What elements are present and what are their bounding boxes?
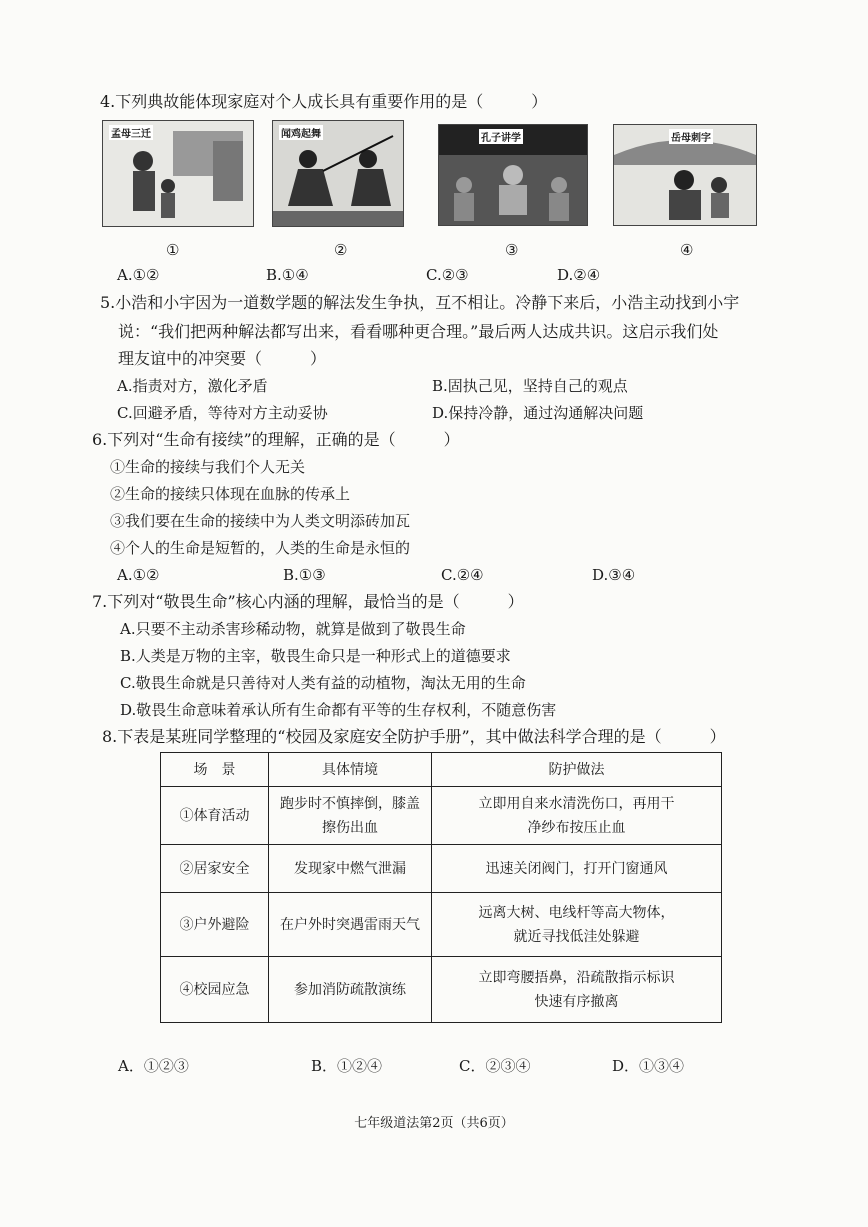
q4-option-c: C.②③ — [426, 266, 469, 284]
scene-cell: ①体育活动 — [161, 787, 269, 845]
picture-number: ① — [166, 241, 180, 259]
cell-line: 迅速关闭阀门，打开门窗通风 — [485, 860, 668, 877]
cell-line: 就近寻找低洼处躲避 — [513, 928, 640, 945]
picture-caption: 岳母刺字 — [669, 129, 713, 144]
table-row — [161, 787, 722, 845]
q6-option-d: D.③④ — [592, 566, 636, 584]
q6-option-c: C.②④ — [441, 566, 484, 584]
picture-kongzi — [438, 124, 588, 226]
q8-option-c: C．②③④ — [459, 1057, 531, 1075]
q7-option-d: D.敬畏生命意味着承认所有生命都有平等的生存权利，不随意伤害 — [120, 701, 557, 719]
q6-item: ①生命的接续与我们个人无关 — [110, 458, 306, 476]
table-header-row — [161, 753, 722, 787]
q6-option-a: A.①② — [117, 566, 160, 584]
q5-line2: 说：“我们把两种解法都写出来，看看哪种更合理。”最后两人达成共识。这启示我们处 — [118, 322, 719, 341]
practice-cell — [432, 845, 722, 893]
q6-item: ③我们要在生命的接续中为人类文明添砖加瓦 — [110, 512, 411, 530]
cell-line: 立即弯腰捂鼻，沿疏散指示标识 — [478, 969, 675, 986]
q6-option-b: B.①③ — [283, 566, 326, 584]
cell-line: 立即用自来水清洗伤口，再用干 — [478, 795, 675, 812]
cell-line: 跑步时不慎摔倒，膝盖 — [280, 795, 420, 812]
q5-line1: 5.小浩和小宇因为一道数学题的解法发生争执，互不相让。冷静下来后，小浩主动找到小宇 — [100, 293, 740, 312]
q4-option-d: D.②④ — [557, 266, 601, 284]
q6-item: ②生命的接续只体现在血脉的传承上 — [110, 485, 351, 503]
column-header: 防护做法 — [432, 753, 722, 787]
picture-number: ④ — [680, 241, 694, 259]
table-row — [161, 893, 722, 957]
picture-yue-mu — [613, 124, 757, 226]
q4-stem: 4.下列典故能体现家庭对个人成长具有重要作用的是（ ） — [100, 92, 548, 111]
picture-number: ② — [334, 241, 348, 259]
q7-stem: 7.下列对“敬畏生命”核心内涵的理解，最恰当的是（ ） — [92, 592, 524, 611]
q8-option-a: A．①②③ — [118, 1057, 189, 1075]
q8-stem: 8.下表是某班同学整理的“校园及家庭安全防护手册”，其中做法科学合理的是（ ） — [102, 727, 726, 746]
cell-line: 参加消防疏散演练 — [294, 981, 406, 998]
scene-cell: ②居家安全 — [161, 845, 269, 893]
practice-cell — [432, 957, 722, 1023]
column-header: 场 景 — [161, 753, 269, 787]
q5-line3: 理友谊中的冲突要（ ） — [118, 349, 327, 368]
picture-number: ③ — [505, 241, 519, 259]
q6-item: ④个人的生命是短暂的，人类的生命是永恒的 — [110, 539, 411, 557]
picture-caption: 孟母三迁 — [109, 125, 153, 140]
situation-cell — [269, 845, 432, 893]
q7-option-a: A.只要不主动杀害珍稀动物，就算是做到了敬畏生命 — [120, 620, 466, 638]
scene-cell: ③户外避险 — [161, 893, 269, 957]
situation-cell — [269, 893, 432, 957]
q5-option-a: A.指责对方，激化矛盾 — [117, 377, 268, 395]
q8-option-b: B．①②④ — [311, 1057, 383, 1075]
q7-option-b: B.人类是万物的主宰，敬畏生命只是一种形式上的道德要求 — [120, 647, 511, 665]
practice-cell — [432, 893, 722, 957]
cell-line: 在户外时突遇雷雨天气 — [280, 916, 420, 933]
picture-caption: 孔子讲学 — [479, 129, 523, 144]
practice-cell — [432, 787, 722, 845]
q8-option-d: D．①③④ — [612, 1057, 685, 1075]
q4-option-a: A.①② — [117, 266, 160, 284]
page-footer: 七年级道法第2页（共6页） — [354, 1116, 514, 1131]
q7-option-c: C.敬畏生命就是只善待对人类有益的动植物，淘汰无用的生命 — [120, 674, 526, 692]
column-header: 具体情境 — [269, 753, 432, 787]
q6-stem: 6.下列对“生命有接续”的理解，正确的是（ ） — [92, 430, 460, 449]
situation-cell — [269, 787, 432, 845]
q5-option-b: B.固执己见，坚持自己的观点 — [432, 377, 628, 395]
picture-wen-ji — [272, 120, 404, 227]
picture-caption: 闻鸡起舞 — [279, 125, 323, 140]
q5-option-d: D.保持冷静，通过沟通解决问题 — [432, 404, 644, 422]
table-row — [161, 957, 722, 1023]
cell-line: 远离大树、电线杆等高大物体， — [478, 904, 675, 921]
cell-line: 发现家中燃气泄漏 — [294, 860, 406, 877]
q4-option-b: B.①④ — [266, 266, 309, 284]
picture-meng-mu — [102, 120, 254, 227]
q5-option-c: C.回避矛盾，等待对方主动妥协 — [117, 404, 328, 422]
table-row — [161, 845, 722, 893]
safety-table — [160, 752, 722, 1023]
situation-cell — [269, 957, 432, 1023]
scene-cell: ④校园应急 — [161, 957, 269, 1023]
cell-line: 擦伤出血 — [322, 819, 378, 836]
cell-line: 净纱布按压止血 — [527, 819, 626, 836]
cell-line: 快速有序撤离 — [534, 993, 619, 1010]
